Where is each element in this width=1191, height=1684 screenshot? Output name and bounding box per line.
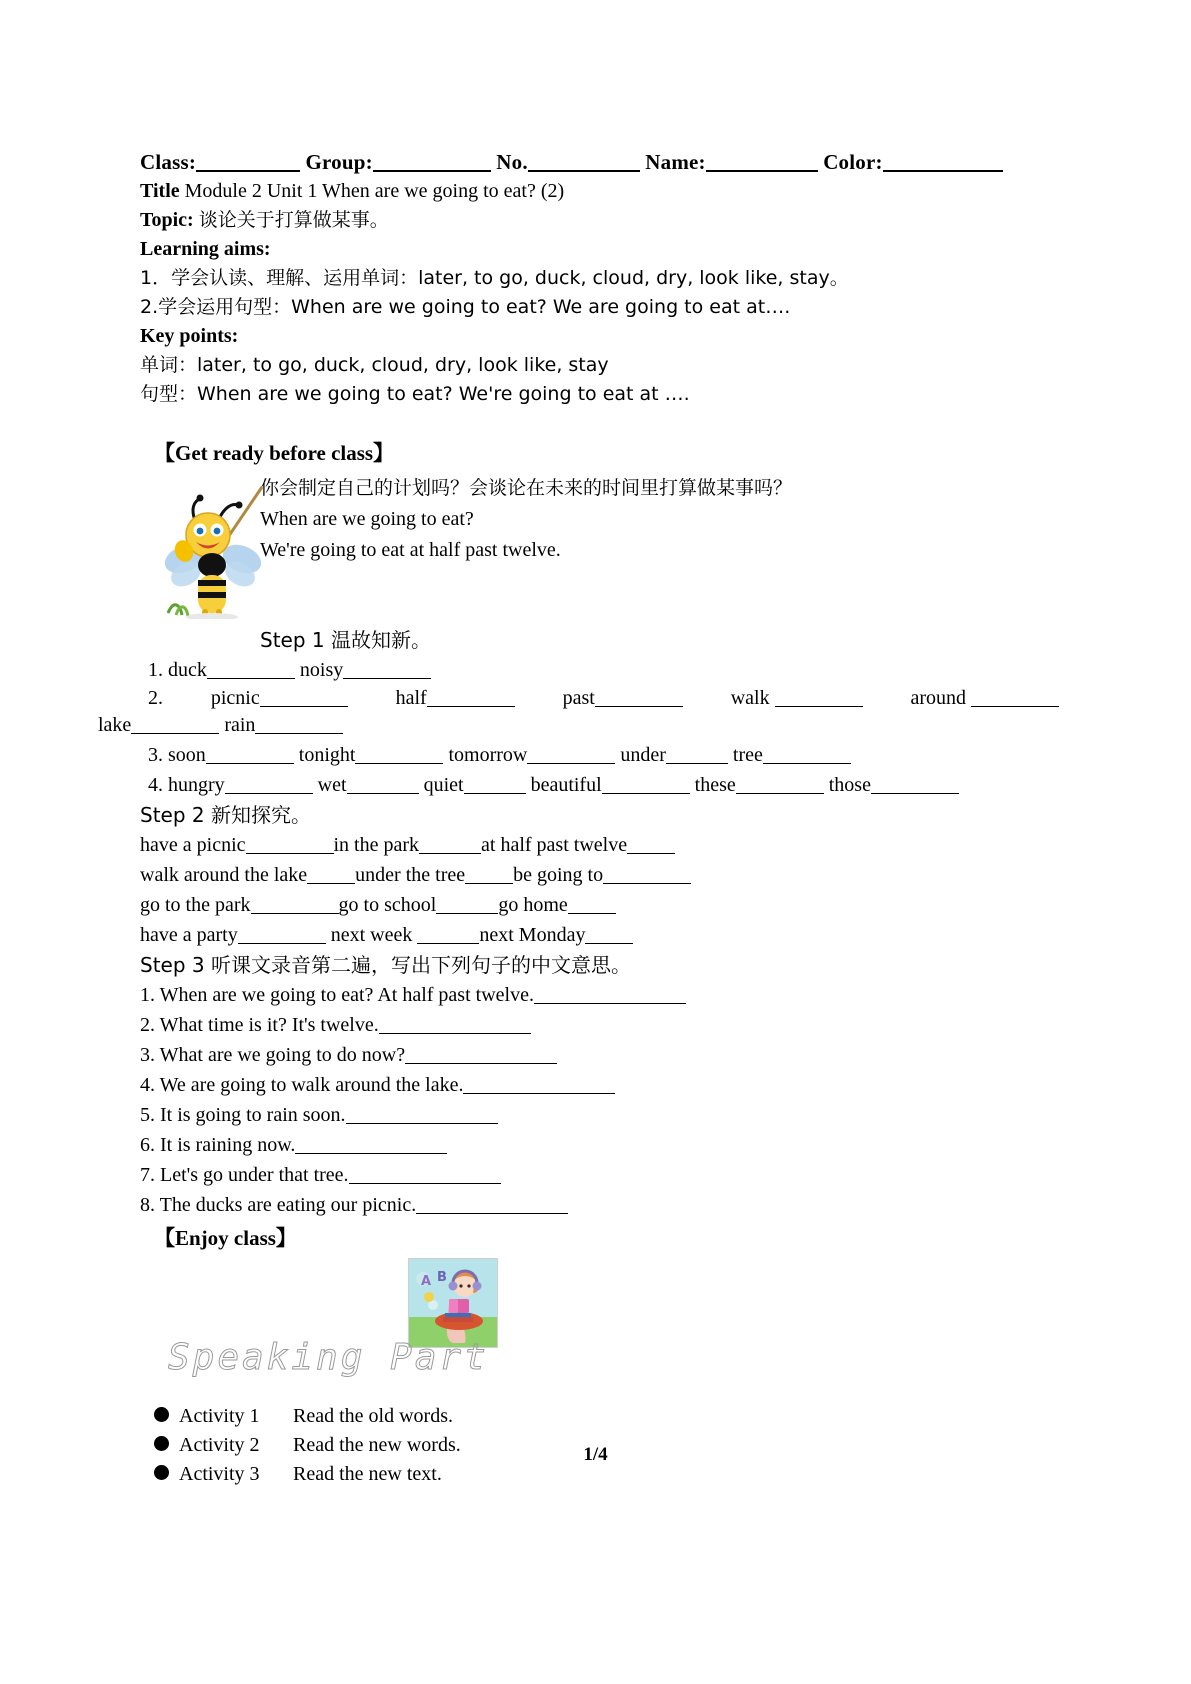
page-number-total: 4 xyxy=(598,1444,608,1465)
step2-phrase-be-going-to: be going to xyxy=(513,864,604,886)
header-field-no-label: No. xyxy=(496,150,528,174)
blank-hungry[interactable] xyxy=(225,778,313,794)
step1-word-past: past xyxy=(562,687,595,709)
header-field-color-blank[interactable] xyxy=(883,154,1003,172)
title-line xyxy=(140,177,1051,206)
blank-tonight[interactable] xyxy=(355,748,443,764)
topic-value: 谈论关于打算做某事。 xyxy=(198,209,389,231)
blank-picnic[interactable] xyxy=(260,691,348,707)
step2-phrase-have-a-party: have a party xyxy=(140,924,238,946)
step2-heading: Step 2 新知探究。 xyxy=(140,803,311,827)
step3-sentence-5-text: 5. It is going to rain soon. xyxy=(140,1104,346,1126)
blank-have-a-picnic[interactable] xyxy=(246,838,334,854)
step1-word-past-group xyxy=(563,687,683,710)
step1-word-half: half xyxy=(395,687,427,709)
step1-item-1-number: 1. xyxy=(148,659,163,681)
blank-around[interactable] xyxy=(971,691,1059,707)
key-points-label: Key points: xyxy=(140,325,239,347)
blank-go-to-the-park[interactable] xyxy=(251,898,339,914)
blank-translate-4[interactable] xyxy=(463,1078,615,1094)
topic-label: Topic: xyxy=(140,209,194,231)
learning-aims-label: Learning aims: xyxy=(140,238,271,260)
activity-2-desc: Read the new words. xyxy=(293,1434,461,1456)
step2-phrase-next-monday: next Monday xyxy=(479,924,586,946)
speaking-part-wordart: Speaking Part xyxy=(168,1337,489,1378)
key-sentence-line: 句型：When are we going to eat? We're going to eat at …. xyxy=(140,383,690,405)
get-ready-chinese-question: 你会制定自己的计划吗？会谈论在未来的时间里打算做某事吗？ xyxy=(260,477,793,499)
step3-sentence-7 xyxy=(140,1160,1051,1190)
blank-translate-3[interactable] xyxy=(405,1048,557,1064)
blank-noisy[interactable] xyxy=(343,663,431,679)
step1-word-these: these xyxy=(694,774,736,796)
activity-3-desc: Read the new text. xyxy=(293,1463,442,1485)
header-field-group-blank[interactable] xyxy=(373,154,491,172)
step3-sentence-6-text: 6. It is raining now. xyxy=(140,1134,296,1156)
blank-rain[interactable] xyxy=(255,718,343,734)
step3-sentence-8-text: 8. The ducks are eating our picnic. xyxy=(140,1194,417,1216)
blank-soon[interactable] xyxy=(206,748,294,764)
blank-past[interactable] xyxy=(595,691,683,707)
svg-text:B: B xyxy=(437,1270,447,1285)
step2-phrase-in-the-park: in the park xyxy=(333,834,420,856)
get-ready-block xyxy=(140,473,1051,623)
step1-word-quiet: quiet xyxy=(423,774,464,796)
get-ready-english-a: We're going to eat at half past twelve. xyxy=(260,539,561,561)
step1-word-tree: tree xyxy=(732,744,763,766)
step2-phrase-go-home: go home xyxy=(498,894,568,916)
blank-duck[interactable] xyxy=(207,663,295,679)
title-label: Title xyxy=(140,180,180,202)
step2-line-2 xyxy=(140,860,1051,890)
blank-those[interactable] xyxy=(871,778,959,794)
blank-walk-around-the-lake[interactable] xyxy=(307,868,355,884)
step1-word-under: under xyxy=(620,744,666,766)
header-field-class-blank[interactable] xyxy=(196,154,300,172)
step2-line-3 xyxy=(140,890,1051,920)
step1-word-beautiful: beautiful xyxy=(530,774,602,796)
blank-walk[interactable] xyxy=(775,691,863,707)
blank-under[interactable] xyxy=(666,748,728,764)
activity-1-desc: Read the old words. xyxy=(293,1405,453,1427)
blank-lake[interactable] xyxy=(131,718,219,734)
blank-under-the-tree[interactable] xyxy=(465,868,513,884)
bee-teacher-icon xyxy=(160,479,265,619)
step3-sentence-3-text: 3. What are we going to do now? xyxy=(140,1044,406,1066)
blank-translate-6[interactable] xyxy=(295,1138,447,1154)
girl-on-mushroom-icon xyxy=(408,1258,498,1348)
get-ready-section-title: 【Get ready before class】 xyxy=(154,441,395,465)
step3-sentence-1-text: 1. When are we going to eat? At half past twelve. xyxy=(140,984,534,1006)
blank-go-to-school[interactable] xyxy=(436,898,498,914)
step1-word-tomorrow: tomorrow xyxy=(448,744,528,766)
header-field-group-label: Group: xyxy=(305,150,373,174)
header-field-name-blank[interactable] xyxy=(706,154,818,172)
step3-sentence-8 xyxy=(140,1190,1051,1220)
header-field-color-label: Color: xyxy=(823,150,883,174)
blank-go-home[interactable] xyxy=(568,898,616,914)
step1-word-tonight: tonight xyxy=(298,744,356,766)
step1-item-4-number: 4. xyxy=(148,774,163,796)
step2-phrase-walk-around-the-lake: walk around the lake xyxy=(140,864,308,886)
learning-aim-2: 2.学会运用句型：When are we going to eat? We are going to eat at…. xyxy=(140,296,791,318)
blank-wet[interactable] xyxy=(347,778,419,794)
step1-word-walk: walk xyxy=(730,687,770,709)
blank-next-monday[interactable] xyxy=(585,928,633,944)
step1-word-those: those xyxy=(828,774,871,796)
step1-item-2-wrap xyxy=(98,710,1051,740)
blank-half[interactable] xyxy=(427,691,515,707)
blank-beautiful[interactable] xyxy=(602,778,690,794)
blank-translate-8[interactable] xyxy=(416,1198,568,1214)
step1-heading: Step 1 温故知新。 xyxy=(260,628,431,652)
step2-line-1 xyxy=(140,830,1051,860)
step3-sentence-2-text: 2. What time is it? It's twelve. xyxy=(140,1014,379,1036)
step2-phrase-go-to-school: go to school xyxy=(338,894,437,916)
page-number-current: 1 xyxy=(583,1444,593,1465)
bullet-dot-icon xyxy=(154,1407,169,1422)
activity-1-name: Activity 1 xyxy=(179,1405,260,1427)
key-words-line: 单词：later, to go, duck, cloud, dry, look like, stay xyxy=(140,354,609,376)
blank-have-a-party[interactable] xyxy=(238,928,326,944)
blank-translate-5[interactable] xyxy=(346,1108,498,1124)
blank-tomorrow[interactable] xyxy=(527,748,615,764)
step2-phrase-under-the-tree: under the tree xyxy=(355,864,466,886)
step1-word-duck: duck xyxy=(168,659,207,681)
step1-item-3 xyxy=(140,740,1051,770)
step2-phrase-have-a-picnic: have a picnic xyxy=(140,834,246,856)
step2-phrase-go-to-the-park: go to the park xyxy=(140,894,251,916)
step1-word-around-group xyxy=(910,687,1059,710)
enjoy-class-section-title: 【Enjoy class】 xyxy=(154,1226,297,1250)
activity-item-1 xyxy=(154,1402,1051,1431)
blank-at-half-past-twelve[interactable] xyxy=(627,838,675,854)
step1-word-picnic: picnic xyxy=(210,687,260,709)
activity-2-name: Activity 2 xyxy=(179,1434,260,1456)
step3-heading: Step 3 听课文录音第二遍，写出下列句子的中文意思。 xyxy=(140,953,631,977)
step3-sentence-6 xyxy=(140,1130,1051,1160)
step1-word-hungry: hungry xyxy=(168,774,225,796)
header-field-no-blank[interactable] xyxy=(528,154,640,172)
blank-tree[interactable] xyxy=(763,748,851,764)
blank-these[interactable] xyxy=(736,778,824,794)
activity-3-name: Activity 3 xyxy=(179,1463,260,1485)
step1-item-3-number: 3. xyxy=(148,744,163,766)
step2-line-4 xyxy=(140,920,1051,950)
step1-word-lake: lake xyxy=(98,714,132,736)
step1-word-soon: soon xyxy=(168,744,206,766)
step1-word-around: around xyxy=(910,687,966,709)
svg-text:A: A xyxy=(421,1274,432,1289)
blank-translate-7[interactable] xyxy=(349,1168,501,1184)
step3-sentence-4-text: 4. We are going to walk around the lake. xyxy=(140,1074,464,1096)
step1-item-1 xyxy=(140,655,1051,685)
step3-sentence-3 xyxy=(140,1040,1051,1070)
step1-word-picnic-group xyxy=(211,687,348,710)
step1-item-4 xyxy=(140,770,1051,800)
header-field-name-label: Name: xyxy=(645,150,706,174)
lesson-meta xyxy=(140,177,1051,409)
blank-translate-1[interactable] xyxy=(534,988,686,1004)
bullet-dot-icon xyxy=(154,1465,169,1480)
title-value: Module 2 Unit 1 When are we going to eat? (2) xyxy=(184,180,565,202)
blank-be-going-to[interactable] xyxy=(603,868,691,884)
step2-phrase-at-half-past-twelve: at half past twelve xyxy=(481,834,628,856)
step1-word-wet: wet xyxy=(317,774,347,796)
get-ready-text xyxy=(260,473,1051,566)
blank-translate-2[interactable] xyxy=(379,1018,531,1034)
header-field-class-label: Class: xyxy=(140,150,197,174)
step3-sentence-7-text: 7. Let's go under that tree. xyxy=(140,1164,349,1186)
step3-sentence-4 xyxy=(140,1070,1051,1100)
page-number-separator: / xyxy=(592,1444,599,1465)
blank-next-week[interactable] xyxy=(417,928,479,944)
step1-item-2-number: 2. xyxy=(148,687,163,709)
blank-quiet[interactable] xyxy=(464,778,526,794)
enjoy-class-block xyxy=(140,1252,1051,1402)
step2-phrase-next-week: next week xyxy=(325,924,418,946)
step3-sentence-1 xyxy=(140,980,1051,1010)
student-info-header xyxy=(140,150,1051,175)
step1-word-rain: rain xyxy=(224,714,256,736)
learning-aim-1: 1．学会认读、理解、运用单词：later, to go, duck, cloud, dry, look like, stay。 xyxy=(140,267,849,289)
topic-line xyxy=(140,206,1051,235)
step1-word-noisy: noisy xyxy=(299,659,344,681)
step3-sentence-2 xyxy=(140,1010,1051,1040)
blank-in-the-park[interactable] xyxy=(419,838,481,854)
get-ready-english-q: When are we going to eat? xyxy=(260,508,474,530)
step1-word-half-group xyxy=(396,687,515,710)
step1-item-2 xyxy=(140,687,1059,710)
step3-sentence-5 xyxy=(140,1100,1051,1130)
step1-word-walk-group xyxy=(731,687,863,710)
page-footer xyxy=(0,1444,1191,1466)
